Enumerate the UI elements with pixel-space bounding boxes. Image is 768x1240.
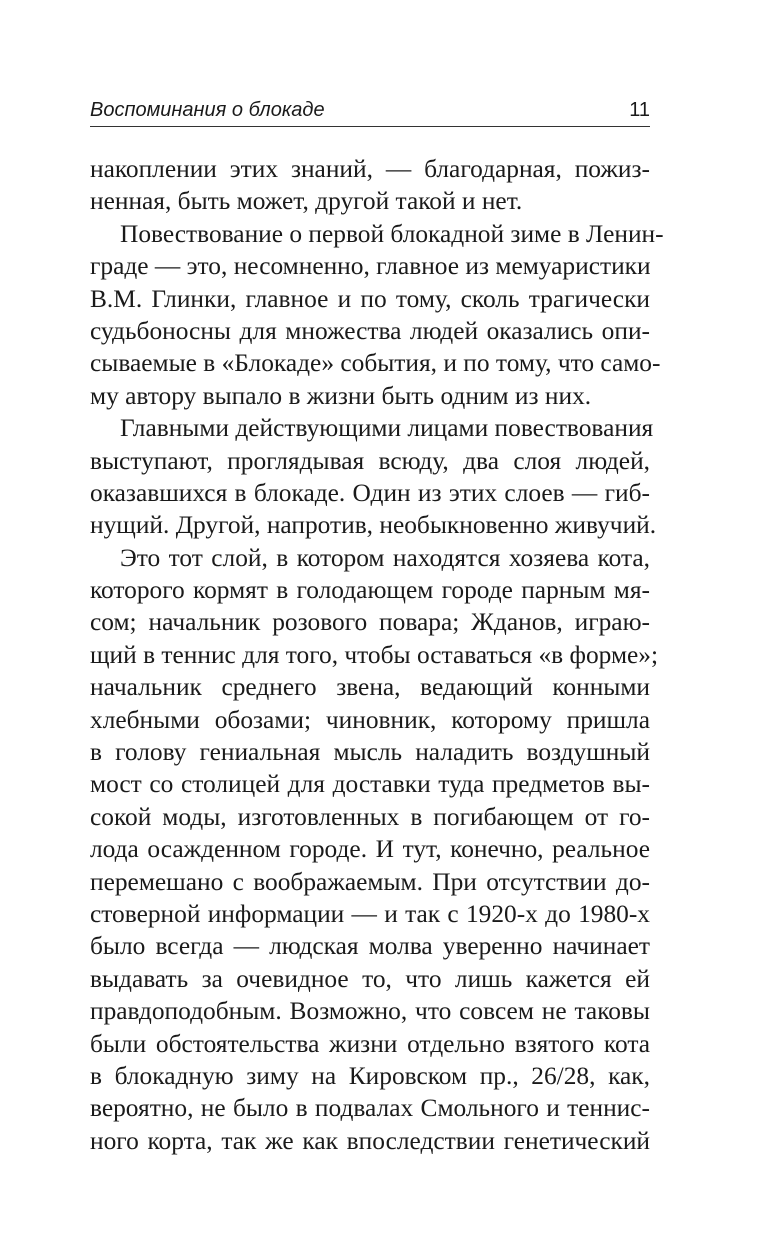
- text-line: правдоподобным. Возможно, что совсем не таковы: [90, 997, 650, 1026]
- text-line: му автору выпало в жизни быть одним из них.: [90, 381, 592, 410]
- text-line: сываемые в «Блокаде» события, и по тому, что само-: [90, 349, 661, 378]
- paragraph: [90, 412, 657, 542]
- text-line: нущий. Другой, напротив, необыкновенно живучий.: [90, 511, 657, 540]
- text-line: В.М. Глинки, главное и по тому, сколь трагически: [90, 284, 650, 313]
- paragraph: [90, 218, 664, 412]
- paragraph: [90, 153, 650, 218]
- text-line: судьбоносны для множества людей оказались опи-: [90, 316, 650, 345]
- text-line: в блокадную зиму на Кировском пр., 26/28, как,: [90, 1061, 650, 1090]
- text-line: выдавать за очевидное то, что лишь кажется ей: [90, 964, 650, 993]
- text-line: стоверной информации — и так с 1920-х до 1980-х: [90, 899, 650, 928]
- text-line: было всегда — людская молва уверенно начинает: [90, 932, 650, 961]
- text-line: вероятно, не было в подвалах Смольного и теннис-: [90, 1094, 650, 1123]
- text-line: выступают, проглядывая всюду, два слоя людей,: [90, 446, 650, 475]
- page-number: 11: [629, 99, 650, 121]
- text-line: сом; начальник розового повара; Жданов, играю-: [90, 608, 650, 637]
- text-line: щий в теннис для того, чтобы оставаться «в форме»;: [90, 640, 659, 669]
- running-title: Воспоминания о блокаде: [90, 99, 325, 121]
- text-line: мост со столицей для доставки туда предметов вы-: [90, 770, 650, 799]
- text-line: ного корта, так же как впоследствии генетический: [90, 1126, 650, 1155]
- body-text: [90, 153, 664, 1157]
- text-line: граде — это, несомненно, главное из мемуаристики: [90, 252, 651, 281]
- text-line: ненная, быть может, другой такой и нет.: [90, 187, 523, 216]
- paragraph: [90, 542, 659, 1157]
- text-line: перемешано с воображаемым. При отсутствии до-: [90, 867, 650, 896]
- text-line: оказавшихся в блокаде. Один из этих слоев — гиб-: [90, 478, 650, 507]
- text-line: Повествование о первой блокадной зиме в Ленин-: [120, 219, 664, 248]
- text-line: хлебными обозами; чиновник, которому пришла: [90, 705, 650, 734]
- text-line: начальник среднего звена, ведающий конными: [90, 673, 650, 702]
- text-line: лода осажденном городе. И тут, конечно, реальное: [90, 835, 650, 864]
- text-line: которого кормят в голодающем городе парным мя-: [90, 576, 650, 605]
- text-line: в голову гениальная мысль наладить воздушный: [90, 738, 650, 767]
- text-line: сокой моды, изготовленных в погибающем от го-: [90, 802, 650, 831]
- text-line: накоплении этих знаний, — благодарная, пожиз-: [90, 155, 650, 183]
- text-line: были обстоятельства жизни отдельно взятого кота: [90, 1029, 650, 1058]
- text-line: Главными действующими лицами повествования: [120, 414, 654, 443]
- text-line: Это тот слой, в котором находятся хозяева кота,: [120, 543, 650, 572]
- running-head: [90, 98, 650, 127]
